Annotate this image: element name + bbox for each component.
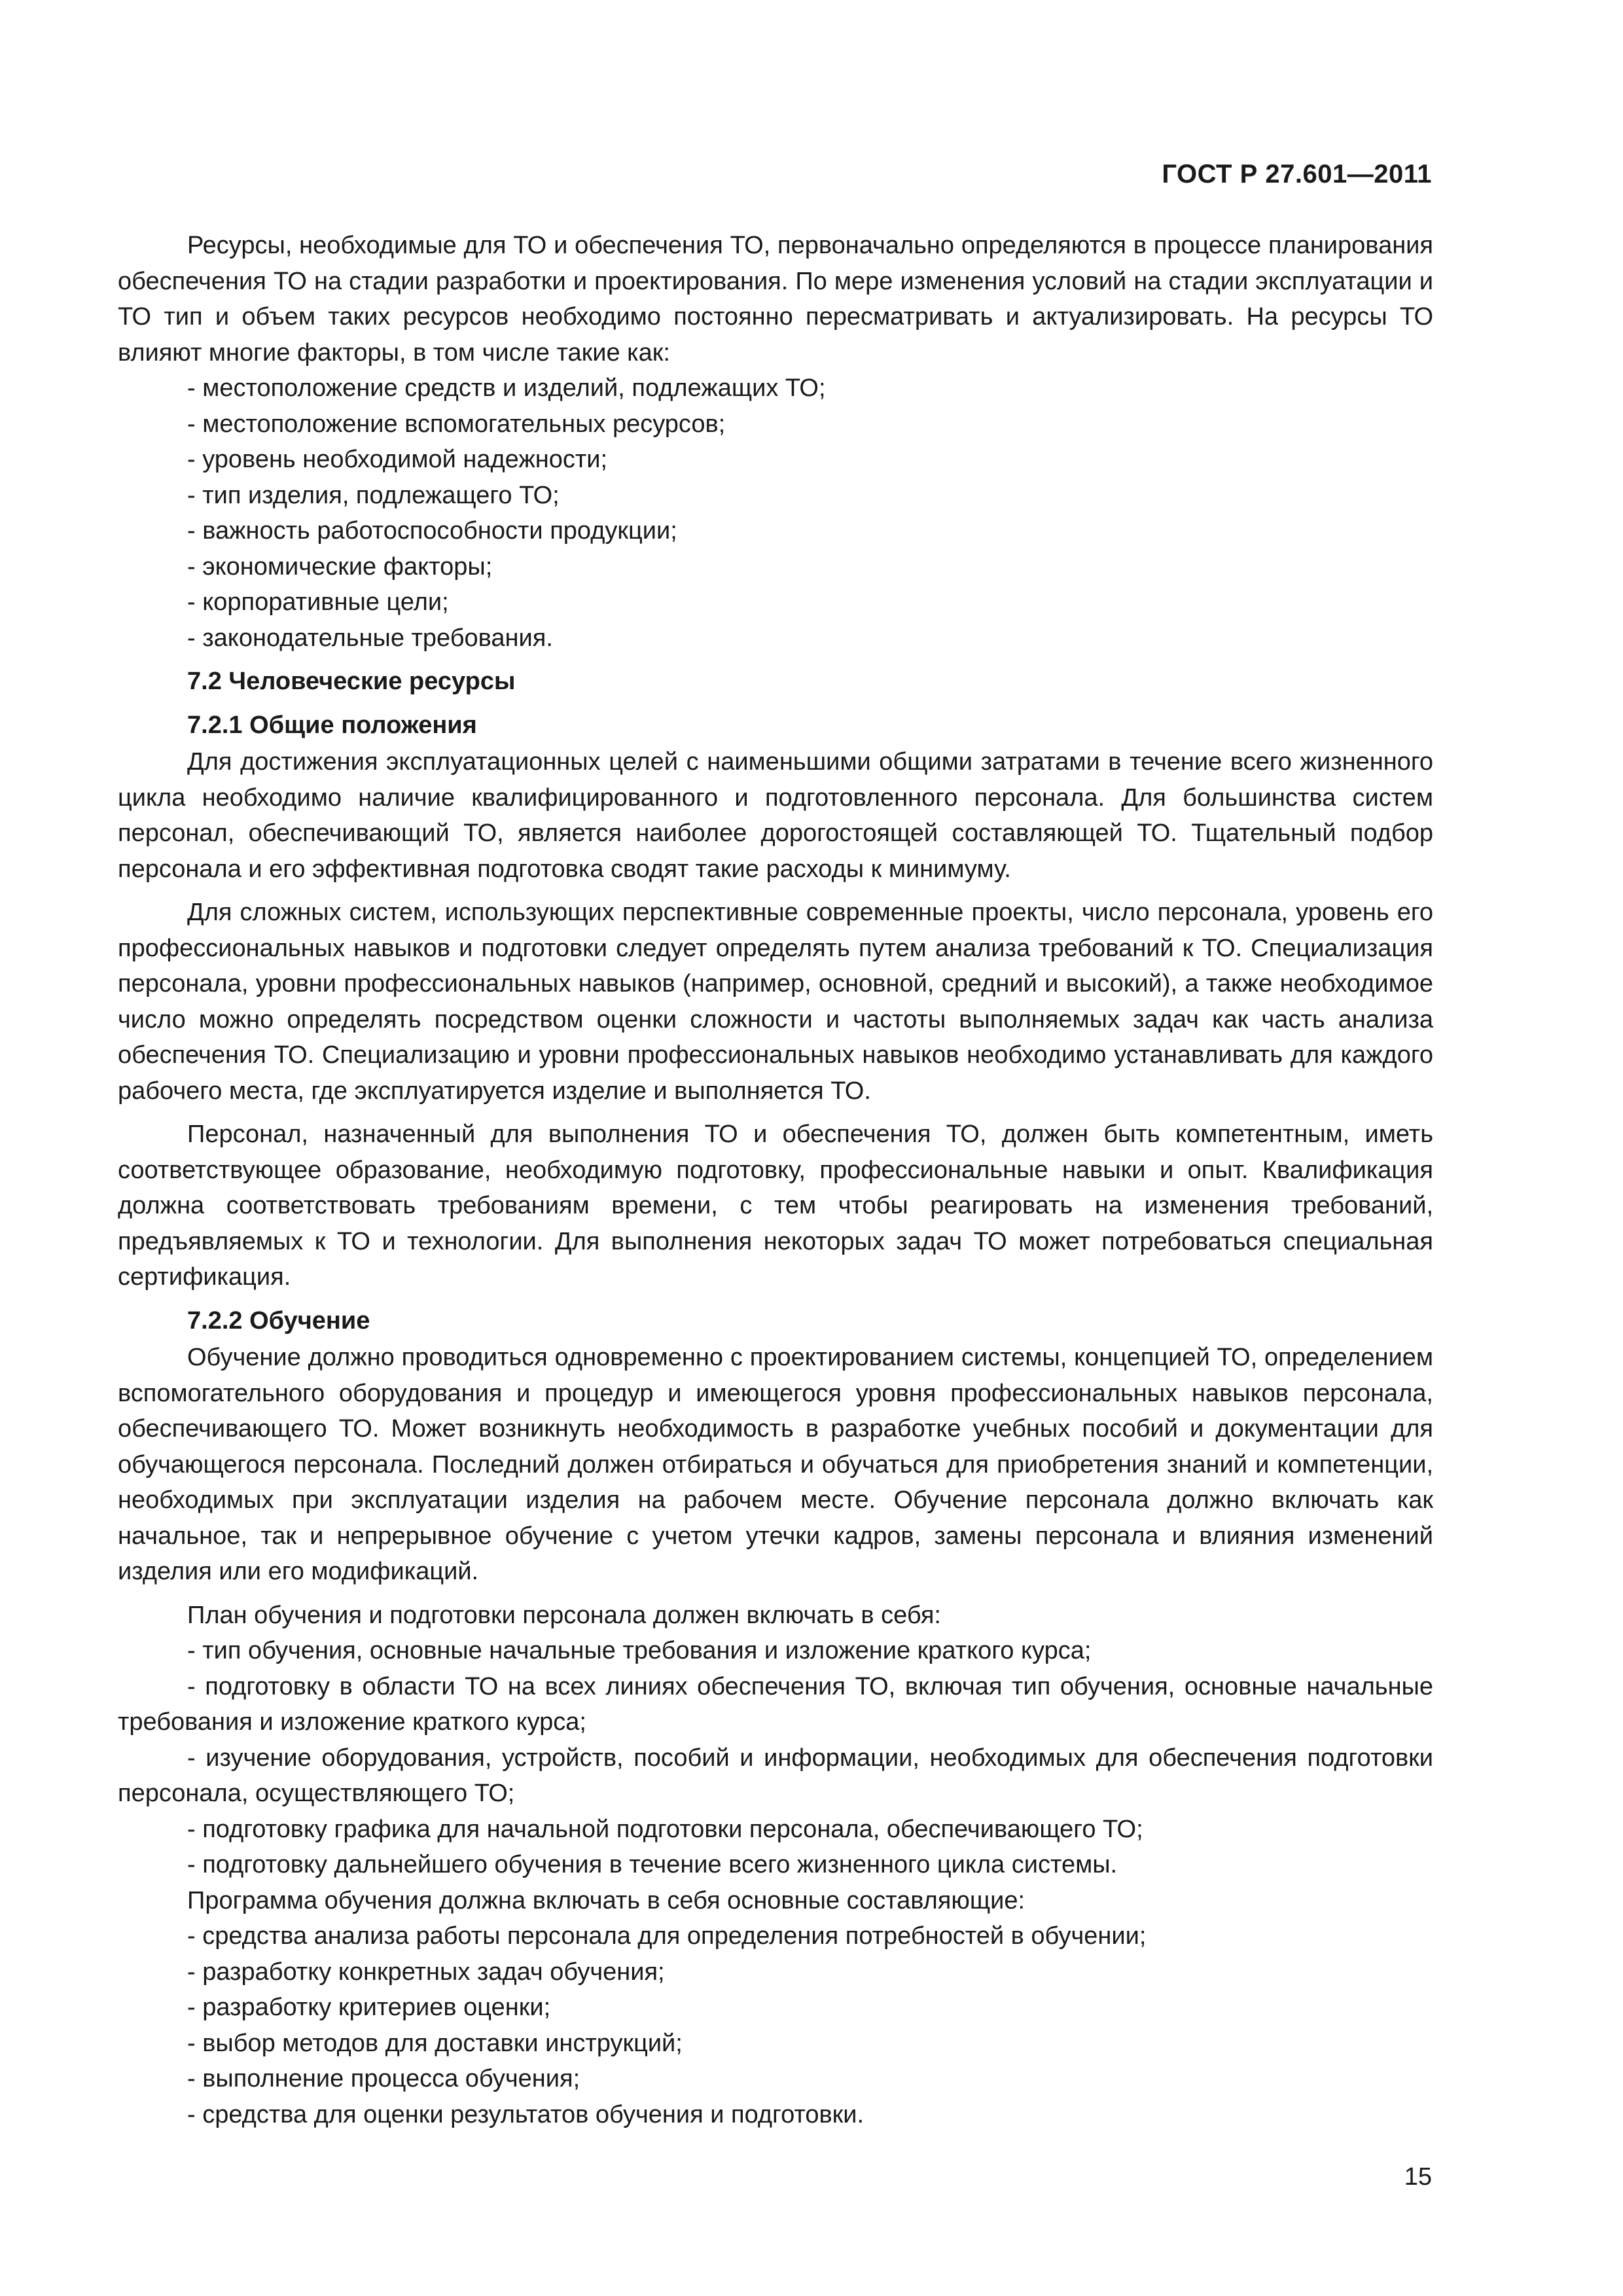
list-item: - корпоративные цели; [187,588,449,616]
list-item: - подготовку дальнейшего обучения в течение всего жизненного цикла системы. [187,1851,1118,1878]
plan-intro: План обучения и подготовки персонала должен включать в себя: [187,1601,941,1629]
list-item: - изучение оборудования, устройств, пособий и информации, необходимых для обеспечения подготовки персонала, осуществляющего ТО; [118,1744,1433,1807]
paragraph: Обучение должно проводиться одновременно с проектированием системы, концепцией ТО, определением вспомогательного оборудования и процедур и имеющегося уровня профессиональных навыков персонала, обеспечивающего ТО. Может возникнуть необходимость в разработке учебных пособий и документации для обучающегося персонала. Последний должен отбираться и обучаться для приобретения знаний и компетенции, необходимых при эксплуатации изделия на рабочем месте. Обучение персонала должно включать как начальное, так и непрерывное обучение с учетом утечки кадров, замены персонала и влияния изменений изделия или его модификаций. [118,1344,1433,1585]
list-item: - выполнение процесса обучения; [187,2065,580,2092]
list-item: - тип изделия, подлежащего ТО; [187,481,560,509]
list-item: - уровень необходимой надежности; [187,446,608,473]
list-item: - важность работоспособности продукции; [187,517,677,545]
list-item: - выбор методов для доставки инструкций; [187,2029,683,2057]
list-item: - законодательные требования. [187,624,553,652]
list-item: - средства для оценки результатов обучения и подготовки. [187,2100,865,2128]
list-item: - подготовку графика для начальной подготовки персонала, обеспечивающего ТО; [187,1815,1143,1843]
list-item: - разработку критериев оценки; [187,1994,551,2021]
paragraph: Для сложных систем, использующих перспективные современные проекты, число персонала, уровень его профессиональных навыков и подготовки следует определять путем анализа требований к ТО. Специализация персонала, уровни профессиональных навыков (например, основной, средний и высокий), а также необходимое число можно определять посредством оценки сложности и частоты выполняемых задач как часть анализа обеспечения ТО. Специализацию и уровни профессиональных навыков необходимо устанавливать для каждого рабочего места, где эксплуатируется изделие и выполняется ТО. [118,899,1433,1105]
list-item: - экономические факторы; [187,552,493,581]
section-heading-7-2: 7.2 Человеческие ресурсы [187,668,516,695]
paragraph: Персонал, назначенный для выполнения ТО и обеспечения ТО, должен быть компетентным, иметь соответствующее образование, необходимую подготовку, профессиональные навыки и опыт. Квалификация должна соответствовать требованиям времени, с тем чтобы реагировать на изменения требований, предъявляемых к ТО и технологии. Для выполнения некоторых задач ТО может потребоваться специальная сертификация. [118,1121,1433,1291]
list-item: - подготовку в области ТО на всех линиях обеспечения ТО, включая тип обучения, основные начальные требования и изложение краткого курса; [118,1672,1433,1736]
section-heading-7-2-1: 7.2.1 Общие положения [187,711,477,739]
paragraph: Для достижения эксплуатационных целей с наименьшими общими затратами в течение всего жизненного цикла необходимо наличие квалифицированного и подготовленного персонала. Для большинства систем персонал, обеспечивающий ТО, является наиболее дорогостоящей составляющей ТО. Тщательный подбор персонала и его эффективная подготовка сводят такие расходы к минимуму. [118,748,1433,883]
section-heading-7-2-2: 7.2.2 Обучение [187,1306,370,1335]
list-item: - тип обучения, основные начальные требования и изложение краткого курса; [187,1637,1092,1664]
list-item: - местоположение средств и изделий, подлежащих ТО; [187,374,826,402]
program-intro: Программа обучения должна включать в себя основные составляющие: [187,1886,1026,1914]
list-item: - средства анализа работы персонала для определения потребностей в обучении; [187,1922,1147,1950]
list-item: - местоположение вспомогательных ресурсов; [187,410,726,438]
intro-paragraph: Ресурсы, необходимые для ТО и обеспечения ТО, первоначально определяются в процессе планирования обеспечения ТО на стадии разработки и проектирования. По мере изменения условий на стадии эксплуатации и ТО тип и объем таких ресурсов необходимо постоянно пересматривать и актуализировать. На ресурсы ТО влияют многие факторы, в том числе такие как: [118,232,1433,367]
list-item: - разработку конкретных задач обучения; [187,1958,665,1986]
page-number: 15 [1404,2163,1432,2191]
document-body [118,228,1433,2132]
document-code: ГОСТ Р 27.601—2011 [1162,160,1432,188]
